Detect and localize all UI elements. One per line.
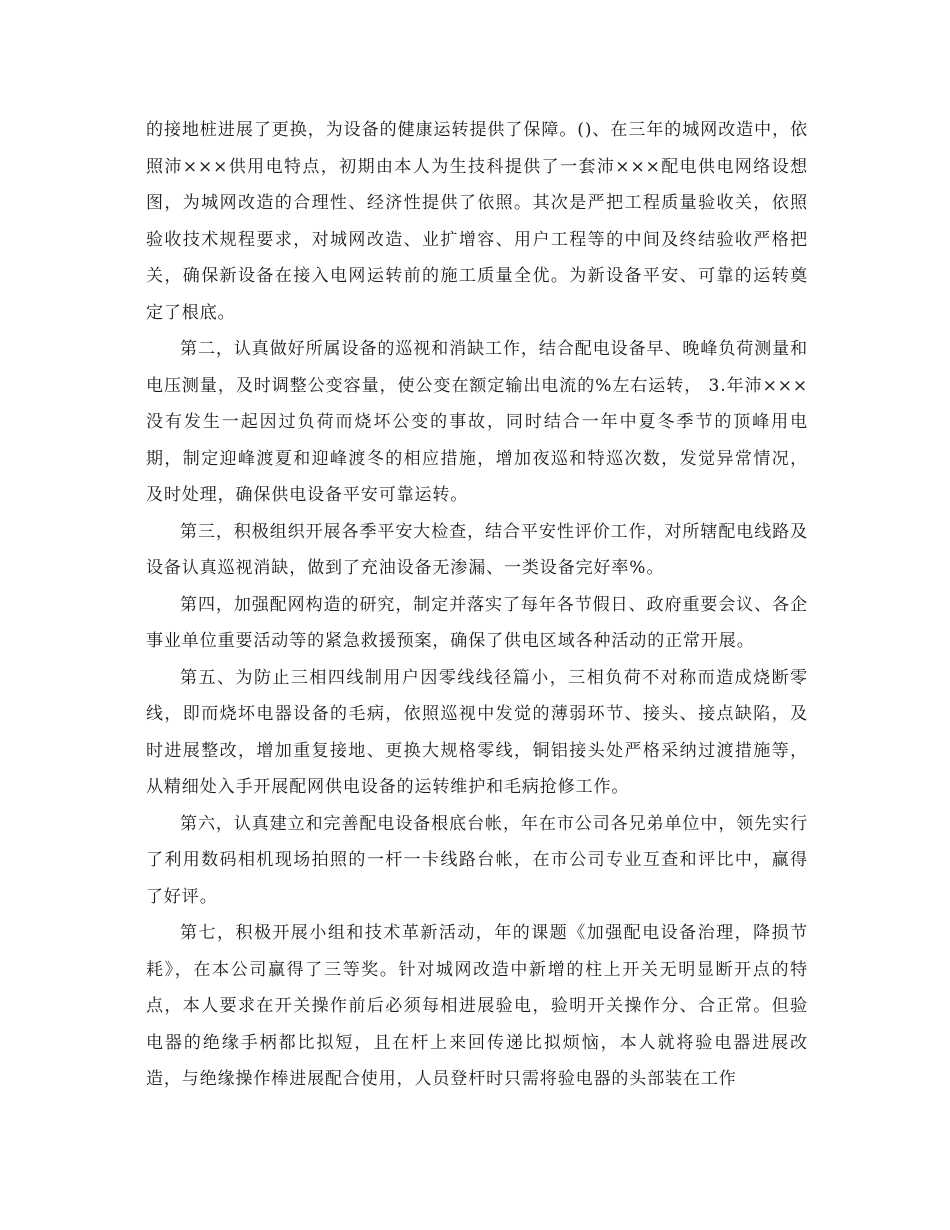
document-page xyxy=(146,112,808,1098)
paragraph-fourth: 第四，加强配网构造的研究，制定并落实了每年各节假日、政府重要会议、各企事业单位重要活动等的紧急救援预案，确保了供电区域各种活动的正常开展。 xyxy=(146,594,808,651)
paragraph-continued: 的接地桩进展了更换，为设备的健康运转提供了保障。()、在三年的城网改造中，依照沛×××供用电特点，初期由本人为生技科提供了一套沛×××配电供电网络设想图，为城网改造的合理性、经济性提供了依照。其次是严把工程质量验收关，依照验收技术规程要求，对城网改造、业扩增容、用户工程等的中间及终结验收严格把关，确保新设备在接入电网运转前的施工质量全优。为新设备平安、可靠的运转奠定了根底。 xyxy=(146,120,808,323)
paragraph-sixth: 第六，认真建立和完善配电设备根底台帐，年在市公司各兄弟单位中，领先实行了利用数码相机现场拍照的一杆一卡线路台帐，在市公司专业互查和评比中，赢得了好评。 xyxy=(146,813,808,907)
paragraph-seventh: 第七，积极开展小组和技术革新活动，年的课题《加强配电设备治理，降损节耗》，在本公司赢得了三等奖。针对城网改造中新增的柱上开关无明显断开点的特点，本人要求在开关操作前后必须每相进展验电，验明开关操作分、合正常。但验电器的绝缘手柄都比拟短，且在杆上来回传递比拟烦恼，本人就将验电器进展改造，与绝缘操作棒进展配合使用，人员登杆时只需将验电器的头部装在工作 xyxy=(146,923,808,1089)
paragraph-second: 第二，认真做好所属设备的巡视和消缺工作，结合配电设备早、晚峰负荷测量和电压测量，及时调整公变容量，使公变在额定输出电流的%左右运转， 3.年沛×××没有发生一起因过负荷而烧坏公变的事故，同时结合一年中夏冬季节的顶峰用电期，制定迎峰渡夏和迎峰渡冬的相应措施，增加夜巡和特巡次数，发觉异常情况，及时处理，确保供电设备平安可靠运转。 xyxy=(146,339,808,505)
paragraph-fifth: 第五、为防止三相四线制用户因零线线径篇小，三相负荷不对称而造成烧断零线，即而烧坏电器设备的毛病，依照巡视中发觉的薄弱环节、接头、接点缺陷，及时进展整改，增加重复接地、更换大规格零线，铜铝接头处严格采纳过渡措施等，从精细处入手开展配网供电设备的运转维护和毛病抢修工作。 xyxy=(146,667,808,797)
paragraph-third: 第三，积极组织开展各季平安大检查，结合平安性评价工作，对所辖配电线路及设备认真巡视消缺，做到了充油设备无渗漏、一类设备完好率%。 xyxy=(146,521,808,578)
